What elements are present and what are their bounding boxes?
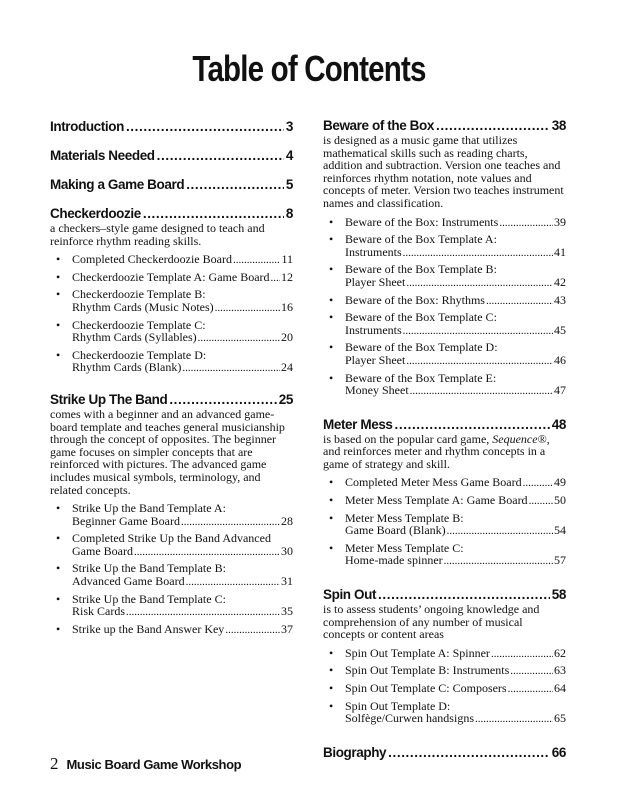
item-title-line1: • Beware of the Box Template C: [345,310,497,325]
item-title: • Beware of the Box: Instruments [345,214,499,229]
item-row [72,271,293,285]
item-title: • Beware of the Box: Rhythms [345,292,485,307]
toc-item[interactable] [345,647,566,661]
section-page: 48 [551,416,566,432]
toc-section [50,205,293,379]
section-description: is based on the popular card game, Sequence®, and reinforces meter and rhythm concepts in a game of strategy and skill. [323,431,550,471]
section-description: is to assess students’ ongoing knowledge and comprehension of any number of musical concepts or content areas [323,602,540,642]
dot-leader [198,331,280,345]
section-title: Spin Out [323,587,377,603]
item-page: 65 [554,711,566,726]
item-title: • Meter Mess Template A: Game Board [345,493,528,508]
dot-leader [444,554,553,568]
section-page: 4 [285,148,293,163]
page-number: 2 [50,754,59,773]
dot-leader [186,176,284,193]
section-page: 38 [551,118,566,133]
item-title: Rhythm Cards (Music Notes) [72,299,214,314]
toc-item[interactable] [72,349,293,375]
item-row [345,524,566,538]
item-row [345,712,566,726]
item-title: • Spin Out Template C: Composers [345,681,507,695]
dot-leader [143,205,284,222]
section-heading[interactable] [50,147,293,164]
toc-item[interactable] [345,664,566,678]
item-row [345,554,566,568]
dot-leader [378,586,550,603]
section-items [50,253,293,375]
toc-item[interactable] [72,593,293,619]
dot-leader [157,147,284,164]
item-title-line1: • Checkerdoozie Template C: [72,317,206,332]
toc-section [323,416,566,572]
item-row [345,246,566,260]
toc-item[interactable] [72,623,293,637]
item-title: • Spin Out Template B: Instruments [345,663,510,678]
item-title: Instruments [345,322,402,337]
page-footer [50,754,241,774]
toc-item[interactable] [72,532,293,558]
item-title-line1: • Meter Mess Template C: [345,540,464,555]
toc-item[interactable] [345,216,566,230]
dot-leader [403,246,553,260]
item-title: Money Sheet [345,383,409,398]
item-title-line1: • Beware of the Box Template D: [345,340,498,355]
item-row [345,276,566,290]
toc-item[interactable] [345,341,566,367]
section-description: is designed as a music game that utilizes mathematical skills such as reading charts, addition and subtraction. Version one teaches and reinforces rhythm notation, note values and concepts of meter. Version two teaches instrument names and classification. [323,133,564,210]
toc-right-column [323,117,566,775]
item-row [345,324,566,338]
dot-leader [215,301,280,315]
toc-item[interactable] [72,502,293,528]
dot-leader [126,605,280,619]
section-description: a checkers–style game designed to teach and reinforce rhythm reading skills. [50,221,265,248]
item-row [345,476,566,490]
dot-leader [186,575,280,589]
item-page: 20 [281,330,293,345]
item-title-line1: • Checkerdoozie Template D: [72,347,207,362]
item-title-line1: • Spin Out Template D: [345,698,451,713]
item-title-line1: • Strike Up the Band Template A: [72,501,226,516]
section-items [50,502,293,636]
toc-section [323,117,566,402]
item-page: 47 [554,383,566,398]
item-page: 16 [281,299,293,314]
item-page: 62 [554,645,566,660]
item-title: • Checkerdoozie Template A: Game Board [72,269,270,284]
dot-leader [436,117,550,134]
section-items [323,476,566,568]
dot-leader [134,545,280,559]
item-page: 43 [554,292,566,307]
item-page: 46 [554,352,566,367]
section-heading[interactable] [323,117,566,134]
section-heading[interactable] [323,416,566,433]
section-title: Checkerdoozie [50,206,141,221]
toc-item[interactable] [345,512,566,538]
dot-leader [529,494,553,508]
dot-leader [181,515,280,529]
item-title: • Completed Meter Mess Game Board [345,475,522,490]
section-heading[interactable] [323,744,566,761]
item-title-line1: • Completed Strike Up the Band Advanced [72,531,271,546]
item-row [72,331,293,345]
item-row [72,545,293,559]
toc-left-column [50,118,293,652]
item-page: 30 [281,543,293,558]
item-title-line1: • Beware of the Box Template B: [345,262,497,277]
book-title: Music Board Game Workshop [66,757,242,772]
dot-leader [271,271,280,285]
item-row [345,354,566,368]
dot-leader [225,623,280,637]
item-page: 63 [554,663,566,678]
section-title: Strike Up The Band [50,391,168,407]
dot-leader [491,647,553,661]
dot-leader [169,391,276,408]
item-page: 50 [554,493,566,508]
toc-item[interactable] [72,562,293,588]
item-title-line1: • Meter Mess Template B: [345,510,464,525]
dot-leader [523,476,553,490]
item-title: Risk Cards [72,604,126,619]
dot-leader [410,384,553,398]
toc-item[interactable] [345,233,566,259]
item-title-line1: • Beware of the Box Template E: [345,370,497,385]
item-row [345,647,566,661]
toc-item[interactable] [345,311,566,337]
section-page: 58 [551,587,566,603]
item-title-line1: • Checkerdoozie Template B: [72,287,206,302]
section-page: 8 [285,206,293,221]
item-page: 37 [281,621,293,636]
toc-item[interactable] [345,700,566,726]
toc-item[interactable] [345,372,566,398]
dot-leader [403,324,553,338]
item-title-line1: • Beware of the Box Template A: [345,232,497,247]
section-title: Introduction [50,119,124,134]
section-page: 5 [285,177,293,192]
item-page: 41 [554,244,566,259]
item-row [345,494,566,508]
dot-leader [388,744,550,761]
toc-section [323,744,566,761]
section-page: 3 [285,119,293,134]
toc-item[interactable] [72,319,293,345]
item-row [72,361,293,375]
dot-leader [395,416,550,433]
item-title: Beginner Game Board [72,513,180,528]
dot-leader [499,216,553,230]
dot-leader [508,682,553,696]
item-row [72,575,293,589]
section-title: Making a Game Board [50,177,185,192]
item-title: Instruments [345,244,402,259]
dot-leader [406,354,553,368]
item-row [345,216,566,230]
item-title: Player Sheet [345,274,406,289]
toc-section [323,586,566,730]
item-row [345,384,566,398]
item-title: Game Board (Blank) [345,523,446,538]
item-page: 35 [281,604,293,619]
item-title: Rhythm Cards (Syllables) [72,330,197,345]
toc-item[interactable] [345,542,566,568]
item-page: 54 [554,523,566,538]
item-page: 31 [281,574,293,589]
section-page: 66 [551,744,566,760]
item-page: 39 [554,214,566,229]
toc-section [50,391,293,641]
dot-leader [447,524,553,538]
item-page: 45 [554,322,566,337]
toc-item[interactable] [345,294,566,308]
toc-section [50,176,293,193]
item-page: 42 [554,274,566,289]
item-page: 57 [554,553,566,568]
item-row [72,605,293,619]
toc-item[interactable] [345,263,566,289]
section-heading[interactable] [50,205,293,222]
item-title: • Spin Out Template A: Spinner [345,645,490,660]
item-page: 49 [554,475,566,490]
item-row [72,301,293,315]
toc-item[interactable] [345,682,566,696]
toc-item[interactable] [345,476,566,490]
item-row [345,682,566,696]
dot-leader [233,253,280,267]
item-page: 12 [281,269,293,284]
item-title: • Strike up the Band Answer Key [72,621,225,636]
item-row [345,664,566,678]
item-page: 64 [554,681,566,695]
toc-section [50,147,293,164]
toc-section [50,118,293,135]
item-page: 24 [281,360,293,375]
item-page: 11 [281,252,293,267]
item-row [72,515,293,529]
section-title: Beware of the Box [323,118,434,133]
section-page: 25 [278,391,293,407]
section-heading[interactable] [50,118,293,135]
dot-leader [406,276,553,290]
item-row [345,294,566,308]
page-title: Table of Contents [192,48,426,89]
dot-leader [475,712,553,726]
section-items [323,647,566,726]
section-description: comes with a beginner and an advanced game-board template and teaches general musicianship through the concept of opposites. The beginner game focuses on simpler concepts that are reinforced with pictures. The advanced game includes musical symbols, terminology, and related concepts. [50,406,285,497]
item-row [72,623,293,637]
toc-item[interactable] [72,253,293,267]
section-heading[interactable] [50,391,293,408]
item-title: Player Sheet [345,352,406,367]
section-title: Meter Mess [323,416,393,432]
item-title: Game Board [72,543,133,558]
toc-item[interactable] [72,288,293,314]
toc-item[interactable] [345,494,566,508]
item-title: Home-made spinner [345,553,443,568]
item-title: Solfège/Curwen handsigns [345,711,474,726]
item-title: Advanced Game Board [72,574,185,589]
dot-leader [182,361,280,375]
section-items [323,216,566,398]
item-page: 28 [281,513,293,528]
section-title: Materials Needed [50,148,155,163]
section-title: Biography [323,744,387,760]
toc-item[interactable] [72,271,293,285]
section-heading[interactable] [323,586,566,603]
item-title: Rhythm Cards (Blank) [72,360,182,375]
item-row [72,253,293,267]
item-title: • Completed Checkerdoozie Board [72,252,232,267]
dot-leader [126,118,284,135]
item-title-line1: • Strike Up the Band Template B: [72,561,226,576]
dot-leader [510,664,553,678]
dot-leader [486,294,553,308]
section-heading[interactable] [50,176,293,193]
item-title-line1: • Strike Up the Band Template C: [72,591,226,606]
